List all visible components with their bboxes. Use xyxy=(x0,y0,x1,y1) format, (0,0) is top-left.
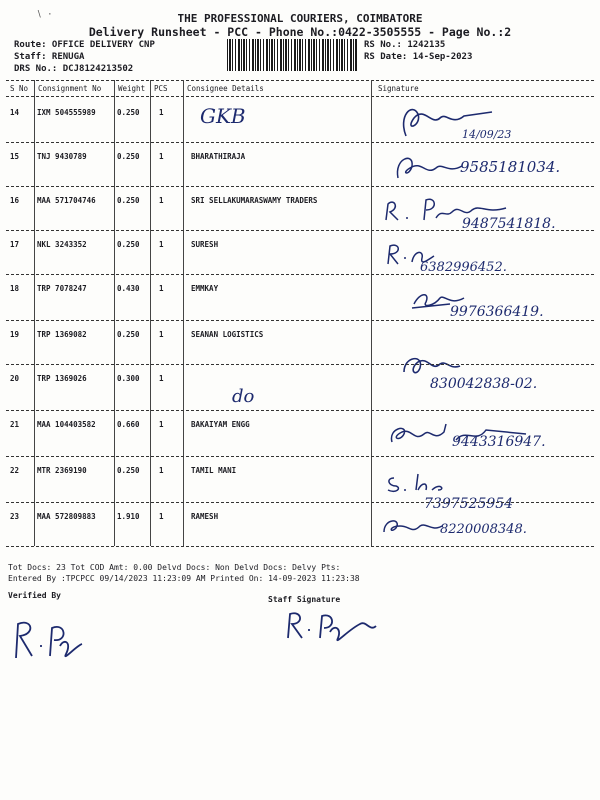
table-row xyxy=(0,232,600,276)
verifier-signature xyxy=(10,616,90,664)
row-sno: 21 xyxy=(10,420,20,429)
col-header-sno: S No xyxy=(10,84,29,93)
table-row xyxy=(0,366,600,410)
row-rule xyxy=(6,502,594,503)
row-consignee: EMMKAY xyxy=(191,284,219,293)
row-consignment: MAA 572809883 xyxy=(37,512,96,521)
row-weight: 0.250 xyxy=(117,466,140,475)
row-pcs: 1 xyxy=(159,108,164,117)
row-weight: 0.430 xyxy=(117,284,140,293)
table-row xyxy=(0,188,600,232)
row-sno: 22 xyxy=(10,466,20,475)
row-consignment: TRP 1369082 xyxy=(37,330,87,339)
staff-signature xyxy=(282,606,382,646)
table-top-rule xyxy=(6,80,594,81)
table-row xyxy=(0,458,600,512)
row-pcs: 1 xyxy=(159,196,164,205)
stray-mark: ∖ · xyxy=(36,10,53,20)
row-sno: 23 xyxy=(10,512,20,521)
table-row xyxy=(0,504,600,548)
row-consignment: TNJ 9430789 xyxy=(37,152,87,161)
row-weight: 0.300 xyxy=(117,374,140,383)
row-consignee: BAKAIYAM ENGG xyxy=(191,420,250,429)
row-consignee: SRI SELLAKUMARASWAMY TRADERS xyxy=(191,196,318,205)
row-rule xyxy=(6,456,594,457)
col-header-consignee: Consignee Details xyxy=(187,84,264,93)
handwritten-ditto: do xyxy=(232,386,255,407)
staff-signature-label: Staff Signature xyxy=(268,595,341,604)
row-weight: 0.250 xyxy=(117,330,140,339)
row-consignment: MTR 2369190 xyxy=(37,466,87,475)
row-pcs: 1 xyxy=(159,466,164,475)
handwritten-phone: 6382996452. xyxy=(420,260,507,275)
row-rule xyxy=(6,142,594,143)
handwritten-phone: 8220008348. xyxy=(440,522,527,537)
row-sno: 17 xyxy=(10,240,20,249)
row-sno: 15 xyxy=(10,152,20,161)
handwritten-phone: 9487541818. xyxy=(462,216,556,232)
rs-date: RS Date: 14-Sep-2023 xyxy=(364,52,473,62)
row-consignee: BHARATHIRAJA xyxy=(191,152,246,161)
col-header-signature: Signature xyxy=(378,84,419,93)
row-pcs: 1 xyxy=(159,420,164,429)
row-weight: 0.250 xyxy=(117,196,140,205)
handwritten-date: 14/09/23 xyxy=(462,128,512,141)
row-rule xyxy=(6,274,594,275)
row-pcs: 1 xyxy=(159,330,164,339)
row-sno: 16 xyxy=(10,196,20,205)
company-title: THE PROFESSIONAL COURIERS, COIMBATORE xyxy=(177,12,423,25)
handwritten-phone: 9443316947. xyxy=(452,434,546,450)
row-sno: 14 xyxy=(10,108,20,117)
verified-by-label: Verified By xyxy=(8,591,61,600)
row-consignee: RAMESH xyxy=(191,512,219,521)
row-pcs: 1 xyxy=(159,374,164,383)
row-sno: 20 xyxy=(10,374,20,383)
row-consignment: IXM 504555989 xyxy=(37,108,96,117)
signature-mark xyxy=(384,470,454,494)
row-weight: 0.250 xyxy=(117,152,140,161)
row-rule xyxy=(6,364,594,365)
row-weight: 0.250 xyxy=(117,240,140,249)
table-row xyxy=(0,322,600,366)
col-header-weight: Weight xyxy=(118,84,146,93)
staff-label: Staff: RENUGA xyxy=(14,52,85,62)
handwritten-name: GKB xyxy=(200,104,246,128)
route-label: Route: OFFICE DELIVERY CNP xyxy=(14,40,155,50)
drs-label: DRS No.: DCJ8124213502 xyxy=(14,64,134,74)
row-pcs: 1 xyxy=(159,152,164,161)
row-rule xyxy=(6,410,594,411)
entered-line: Entered By :TPCPCC 09/14/2023 11:23:09 AM Printed On: 14-09-2023 11:23:38 xyxy=(8,574,360,583)
runsheet-title: Delivery Runsheet - PCC - Phone No.:0422-3505555 - Page No.:2 xyxy=(88,25,512,39)
totals-line: Tot Docs: 23 Tot COD Amt: 0.00 Delvd Docs: Non Delvd Docs: Delvy Pts: xyxy=(8,563,341,572)
row-weight: 0.660 xyxy=(117,420,140,429)
row-weight: 1.910 xyxy=(117,512,140,521)
table-row xyxy=(0,412,600,456)
row-consignee: TAMIL MANI xyxy=(191,466,237,475)
table-bottom-rule xyxy=(6,546,594,547)
col-header-consignment: Consignment No xyxy=(38,84,102,93)
table-row xyxy=(0,276,600,320)
row-consignee: SURESH xyxy=(191,240,219,249)
row-sno: 18 xyxy=(10,284,20,293)
col-header-pcs: PCS xyxy=(154,84,168,93)
handwritten-phone: 9585181034. xyxy=(460,158,561,176)
row-sno: 19 xyxy=(10,330,20,339)
row-consignment: MAA 571704746 xyxy=(37,196,96,205)
row-pcs: 1 xyxy=(159,284,164,293)
row-rule xyxy=(6,186,594,187)
row-consignment: TRP 1369026 xyxy=(37,374,87,383)
row-rule xyxy=(6,230,594,231)
row-weight: 0.250 xyxy=(117,108,140,117)
table-row xyxy=(0,144,600,188)
row-consignment: TRP 7078247 xyxy=(37,284,87,293)
barcode xyxy=(227,39,357,71)
row-consignment: MAA 104403582 xyxy=(37,420,96,429)
row-consignee: SEANAN LOGISTICS xyxy=(191,330,264,339)
handwritten-phone: 9976366419. xyxy=(450,304,544,320)
row-pcs: 1 xyxy=(159,512,164,521)
handwritten-phone: 7397525954 xyxy=(424,496,514,512)
row-rule xyxy=(6,320,594,321)
handwritten-phone: 830042838-02. xyxy=(430,376,538,392)
table-row xyxy=(0,100,600,144)
row-pcs: 1 xyxy=(159,240,164,249)
row-consignment: NKL 3243352 xyxy=(37,240,87,249)
rs-number: RS No.: 1242135 xyxy=(364,40,446,50)
